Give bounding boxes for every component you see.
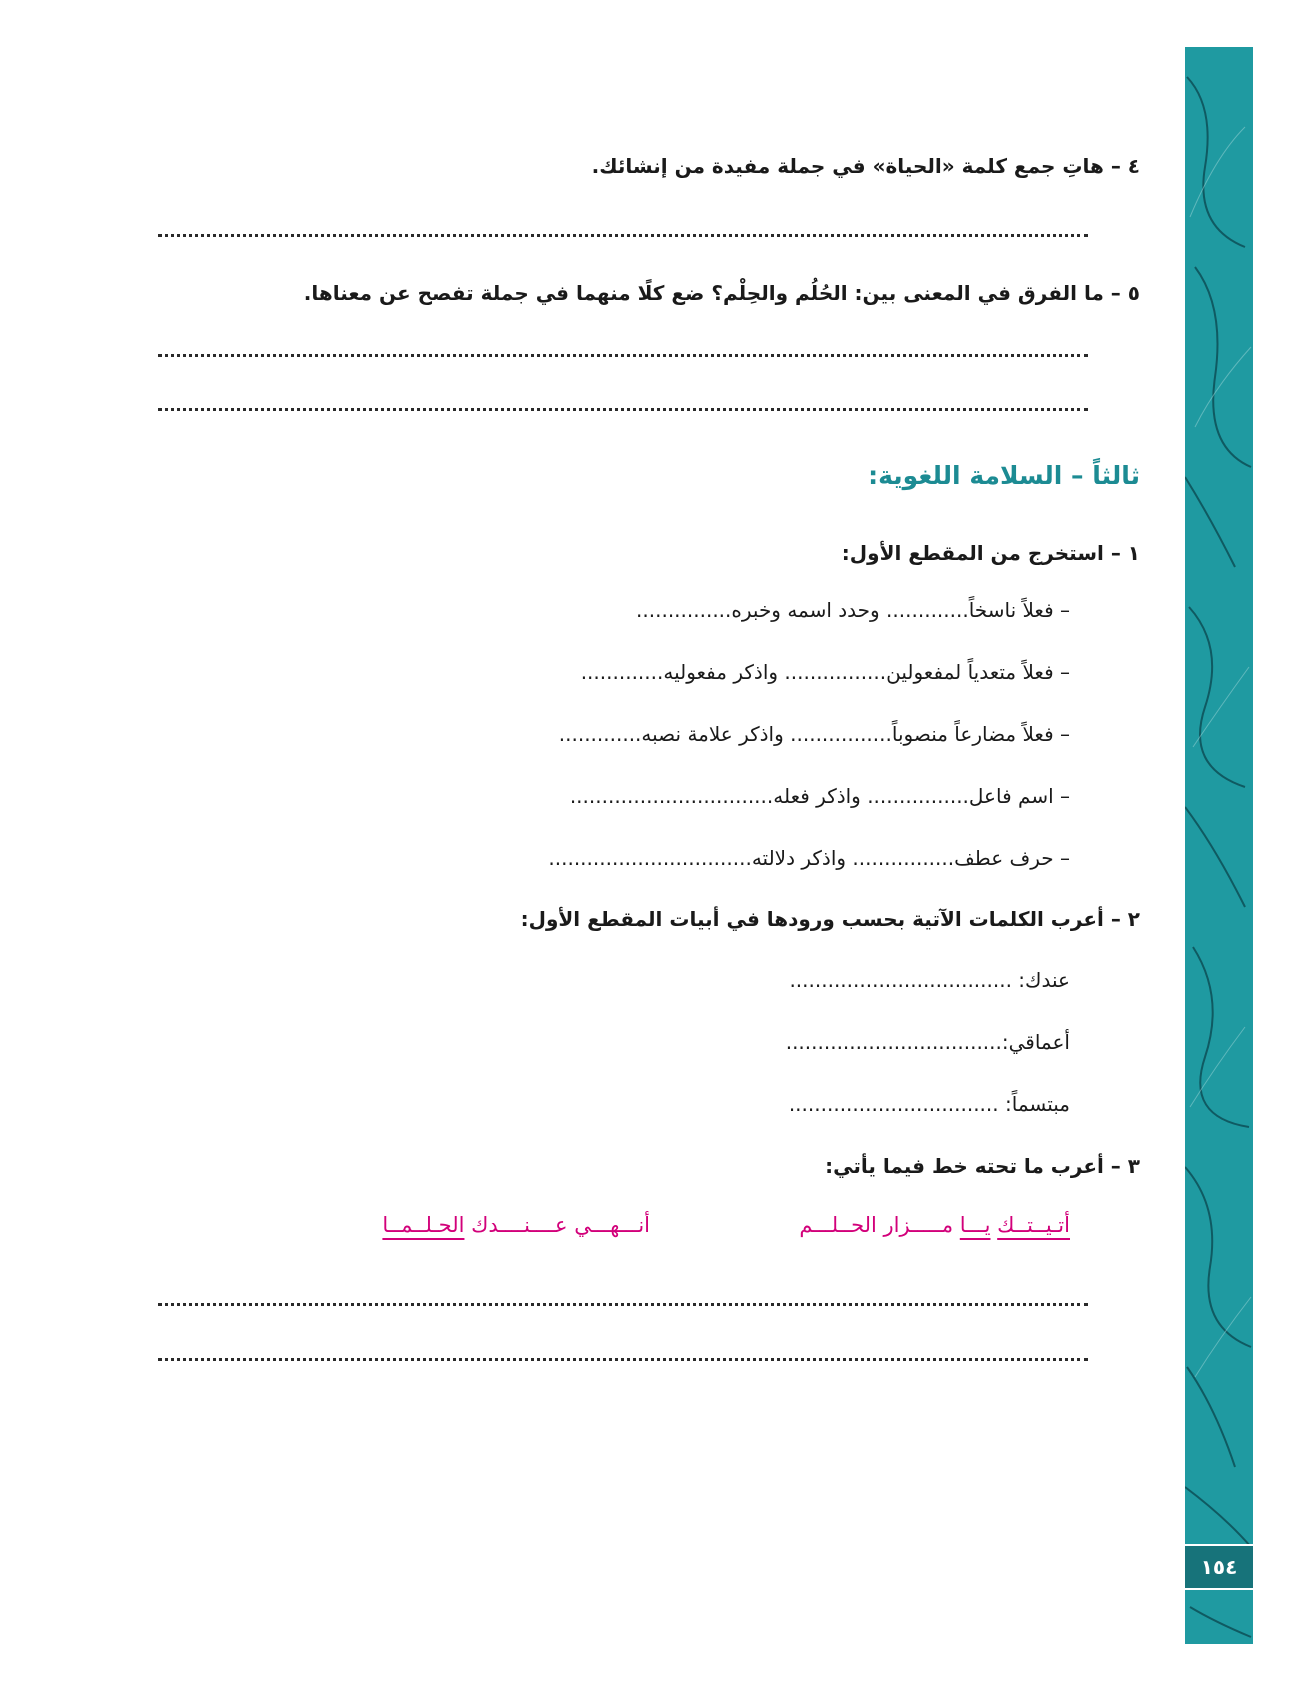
exercise-1-item: – فعلاً ناسخاً............. وحدد اسمه وخبره............... bbox=[636, 598, 1070, 622]
verse-first-hemistich bbox=[799, 1213, 1070, 1237]
question-5: ٥ – ما الفرق في المعنى بين: الحُلُم والحِلْم؟ ضع كلًا منهما في جملة تفصح عن معناها. bbox=[303, 281, 1140, 305]
section-title: ثالثاً – السلامة اللغوية: bbox=[868, 461, 1140, 490]
exercise-3-title: ٣ – أعرب ما تحته خط فيما يأتي: bbox=[825, 1154, 1140, 1178]
decorative-side-strip bbox=[1185, 47, 1253, 1644]
verse-underlined-word: الحـلــمــا bbox=[382, 1213, 465, 1237]
answer-line[interactable] bbox=[158, 348, 1088, 357]
exercise-1-item: – حرف عطف................ واذكر دلالته................................ bbox=[548, 846, 1070, 870]
question-4: ٤ – هاتِ جمع كلمة «الحياة» في جملة مفيدة من إنشائك. bbox=[591, 154, 1140, 178]
answer-line[interactable] bbox=[158, 402, 1088, 411]
verse-underlined-word: يـــا bbox=[959, 1213, 991, 1237]
page-content bbox=[150, 0, 1140, 1693]
verse-text: مـــــزار الحــلـــم bbox=[799, 1213, 960, 1237]
exercise-2-item: مبتسماً: ................................. bbox=[788, 1092, 1070, 1116]
verse-text: أنـــهـــي عــــنــــدك bbox=[464, 1213, 650, 1237]
exercise-1-title: ١ – استخرج من المقطع الأول: bbox=[841, 541, 1140, 565]
strip-texture bbox=[1185, 47, 1253, 1644]
answer-line[interactable] bbox=[158, 228, 1088, 237]
verse-underlined-word: أتـيــتــك bbox=[997, 1213, 1070, 1237]
page-number: ١٥٤ bbox=[1185, 1544, 1253, 1590]
exercise-1-item: – اسم فاعل................ واذكر فعله................................ bbox=[569, 784, 1070, 808]
exercise-2-item: أعماقي:.................................. bbox=[785, 1030, 1070, 1054]
answer-line[interactable] bbox=[158, 1352, 1088, 1361]
answer-line[interactable] bbox=[158, 1297, 1088, 1306]
exercise-2-title: ٢ – أعرب الكلمات الآتية بحسب ورودها في أبيات المقطع الأول: bbox=[520, 907, 1140, 931]
exercise-1-item: – فعلاً متعدياً لمفعولين................ واذكر مفعوليه............. bbox=[580, 660, 1070, 684]
verse-second-hemistich bbox=[382, 1213, 650, 1237]
exercise-1-item: – فعلاً مضارعاً منصوباً................ واذكر علامة نصبه............. bbox=[558, 722, 1070, 746]
exercise-2-item: عندك: ................................... bbox=[789, 968, 1070, 992]
